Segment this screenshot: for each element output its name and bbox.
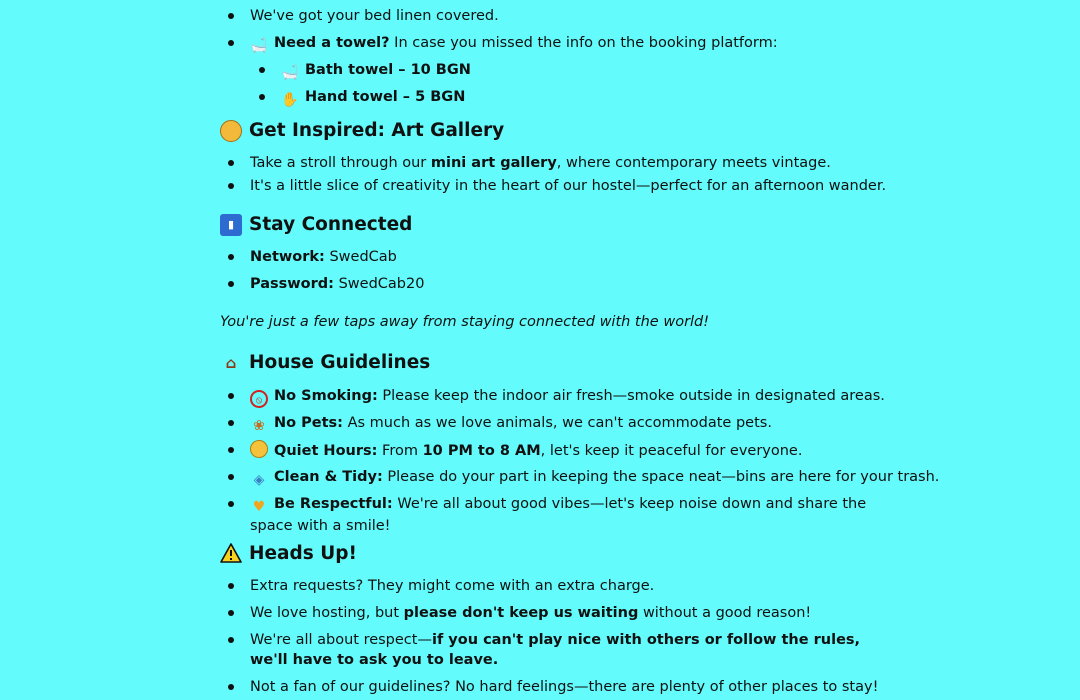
list-item-no-pets (220, 413, 772, 435)
warning-icon (220, 543, 242, 565)
section-heading-heads-up (220, 541, 357, 567)
list-item-password (220, 274, 424, 294)
towel-label: Need a towel? (274, 35, 390, 51)
list-item-be-respectful (220, 494, 890, 536)
network-value: SwedCab (324, 249, 397, 265)
list-item-gallery-2 (220, 176, 886, 196)
artist-palette-icon (220, 120, 242, 142)
hand-towel-price: Hand towel – 5 BGN (305, 89, 466, 105)
list-item-quiet-hours (220, 440, 802, 461)
quiet-hours-pre: From (377, 443, 423, 459)
not-a-fan-text: Not a fan of our guidelines? No hard feelings—there are plenty of other places to stay! (250, 679, 879, 695)
section-heading-art-gallery (220, 118, 504, 144)
extra-requests-text: Extra requests? They might come with an extra charge. (250, 578, 655, 594)
no-smoking-text: Please keep the indoor air fresh—smoke outside in designated areas. (377, 388, 885, 404)
quiet-hours-post: , let's keep it peaceful for everyone. (540, 443, 803, 459)
list-item-respect (220, 630, 890, 670)
list-item-hand-towel (220, 87, 465, 109)
bed-linen-text: We've got your bed linen covered. (250, 8, 499, 24)
soap-icon: ◈ (253, 472, 265, 488)
no-pets-label: No Pets: (274, 415, 343, 431)
heads-up-heading: Heads Up! (249, 543, 357, 564)
be-respectful-text: We're all about good vibes—let's keep noise down and share the space with a smile! (250, 496, 867, 534)
gallery-text-post: , where contemporary meets vintage. (556, 155, 831, 171)
list-item-towel (220, 33, 778, 55)
list-item-extra-requests (220, 576, 654, 596)
password-label: Password: (250, 276, 334, 292)
network-label: Network: (250, 249, 325, 265)
no-smoking-label: No Smoking: (274, 388, 378, 404)
gallery-text-pre: Take a stroll through our (250, 155, 431, 171)
clean-tidy-label: Clean & Tidy: (274, 469, 383, 485)
list-item-not-a-fan (220, 677, 878, 697)
yellow-heart-icon: ♥ (252, 499, 266, 515)
wifi-note: You're just a few taps away from staying connected with the world! (220, 314, 710, 330)
list-item-gallery-1 (220, 153, 831, 173)
list-item-network (220, 247, 397, 267)
bath-towel-price: Bath towel – 10 BGN (305, 62, 471, 78)
gallery-text-2: It's a little slice of creativity in the heart of our hostel—perfect for an afternoon wander. (250, 178, 887, 194)
paw-prints-icon: ❀ (253, 418, 265, 434)
no-pets-text: As much as we love animals, we can't accommodate pets. (342, 415, 772, 431)
zipper-mouth-face-icon (250, 440, 268, 458)
list-item-no-smoking (220, 386, 885, 408)
list-item-bath-towel (220, 60, 471, 82)
list-item-waiting (220, 603, 811, 623)
quiet-hours-time: 10 PM to 8 AM (422, 443, 541, 459)
bath-towel-icon: 🛁 (281, 65, 299, 81)
list-item-bed-linen (220, 6, 499, 26)
waiting-bold: please don't keep us waiting (403, 605, 639, 621)
quiet-hours-label: Quiet Hours: (274, 443, 378, 459)
antenna-bars-icon: ▮ (220, 214, 242, 236)
towel-text: In case you missed the info on the booking platform: (389, 35, 778, 51)
respect-pre: We're all about respect— (250, 632, 432, 648)
raised-hand-icon: ✋ (281, 92, 299, 108)
respect-bold: if you can't play nice with others or follow the rules, we'll have to ask you to leave. (250, 632, 861, 668)
bathtub-icon: 🛁 (250, 38, 268, 54)
house-guidelines-heading: House Guidelines (249, 352, 431, 373)
art-gallery-heading: Get Inspired: Art Gallery (249, 120, 505, 141)
no-smoking-icon: ⦸ (250, 390, 268, 408)
be-respectful-label: Be Respectful: (274, 496, 393, 512)
list-item-clean-tidy (220, 467, 939, 489)
section-heading-house-guidelines (220, 350, 430, 376)
gallery-text-bold: mini art gallery (430, 155, 557, 171)
section-heading-stay-connected (220, 212, 412, 238)
password-value: SwedCab20 (333, 276, 425, 292)
waiting-post: without a good reason! (638, 605, 812, 621)
stay-connected-heading: Stay Connected (249, 214, 413, 235)
clean-tidy-text: Please do your part in keeping the space neat—bins are here for your trash. (382, 469, 940, 485)
house-icon: ⌂ (225, 354, 237, 372)
waiting-pre: We love hosting, but (250, 605, 404, 621)
